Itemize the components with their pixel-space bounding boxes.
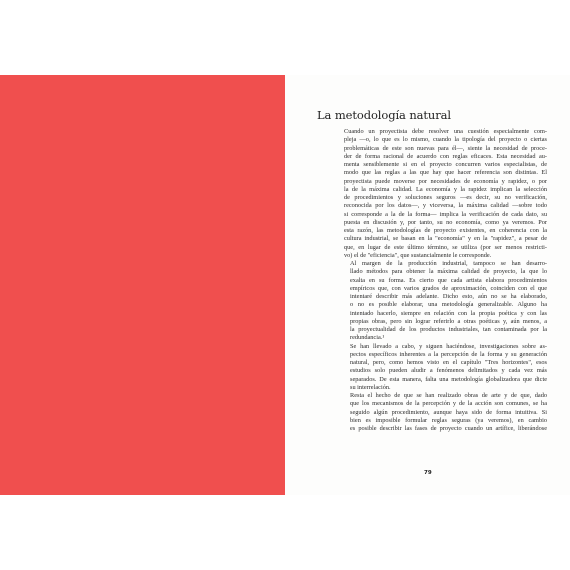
text-line: intentado hacerlo, siempre en relación con la propia poética y con las <box>350 309 547 317</box>
text-line: natural, pero, como hemos visto en el capítulo "Tres horizontes", esos <box>350 359 547 366</box>
text-line: intentaré describir más adelante. Dicho esto, aún no se ha elaborado, <box>350 293 547 300</box>
text-line: redundancia.¹ <box>350 334 385 342</box>
section-heading: La metodología natural <box>317 108 451 122</box>
text-line: si corresponde a la de la forma— implica la verificación de cada dato, su <box>344 210 547 218</box>
text-line: de procedimientos y soluciones seguros —es decir, su no verificación, <box>344 194 547 201</box>
text-line: empíricos que, con varios grados de aproximación, coinciden con el que <box>350 284 547 292</box>
body-text <box>344 128 547 433</box>
text-line: estudios solo pueden aludir a fenómenos delimitados y cada vez más <box>350 367 547 375</box>
text-line: problemáticas de este son nuevas para él—, siente la necesidad de proce- <box>344 144 547 152</box>
text-line: llado métodos para obtener la máxima calidad de proyecto, la que lo <box>350 268 547 276</box>
text-line: que, en lugar de este último término, se utiliza (por ser menos restricti- <box>344 243 547 251</box>
paragraph <box>344 392 547 433</box>
text-line: esta razón, las metodologías de proyecto existentes, en coherencia con la <box>344 227 547 234</box>
text-line: Se han llevado a cabo, y siguen haciéndose, investigaciones sobre as- <box>350 342 547 350</box>
text-line: la proyectualidad de los productos industriales, tan contaminada por la <box>350 326 547 333</box>
left-page-red-panel <box>0 75 285 495</box>
text-line: es posible describir las fases de proyecto cuando un artífice, liberándose <box>350 425 547 432</box>
text-line: la de la máxima calidad. La economía y la rapidez implican la selección <box>344 185 547 193</box>
paragraph <box>344 128 547 260</box>
text-line: propias obras, pero sin lograr referirlo a otras poéticas y, aún menos, a <box>350 317 547 325</box>
text-line: pectos específicos inherentes a la percepción de la forma y su generación <box>350 350 547 358</box>
text-line: menta sensiblemente si en el proyecto concurren varios especialistas, de <box>344 161 547 168</box>
text-line: der de forma racional de acuerdo con reglas eficaces. Esta necesidad au- <box>344 152 547 160</box>
text-line: exalta en su forma. Es cierto que cada artista elabora procedimientos <box>350 276 547 284</box>
text-line: modo que las reglas a las que hay que hacer referencia son distintas. El <box>344 169 547 177</box>
text-line: bien es imposible formular reglas seguras (ya veremos), en cambio <box>350 416 547 424</box>
text-line: Al margen de la producción industrial, tampoco se han desarro- <box>350 260 547 267</box>
text-line: pleja —o, lo que es lo mismo, cuando la tipología del proyecto o ciertas <box>344 136 547 144</box>
text-line: vo) el de "eficiencia", que sustancialmente le corresponde. <box>344 251 492 259</box>
text-line: que los mecanismos de la percepción y de la acción son comunes, se ha <box>350 400 547 408</box>
text-line: proyectista puede moverse por necesidades de economía y rapidez, o por <box>344 177 547 185</box>
text-line: separados. De esta manera, falta una metodología globalizadora que dicte <box>350 375 547 383</box>
text-line: cultura industrial, se basan en la "economía" y en la "rapidez", a pesar de <box>344 235 547 243</box>
text-line: o no es posible elaborar, una metodología generalizable. Alguno ha <box>350 301 547 309</box>
text-line: reconocida por los datos—, y viceversa, la máxima calidad —sobre todo <box>344 202 547 210</box>
text-line: su interrelación. <box>350 383 391 391</box>
paragraph <box>344 260 547 343</box>
text-line: seguido algún procedimiento, aunque haya sido de forma intuitiva. Si <box>350 408 547 416</box>
paragraph <box>344 343 547 393</box>
page-number: 79 <box>424 470 432 476</box>
text-line: Cuando un proyectista debe resolver una cuestión especialmente com- <box>344 128 547 135</box>
text-line: Resta el hecho de que se han realizado obras de arte y de que, dado <box>350 392 547 399</box>
text-line: puesta en discusión y, por tanto, su no economía, como ya veremos. Por <box>344 218 547 226</box>
